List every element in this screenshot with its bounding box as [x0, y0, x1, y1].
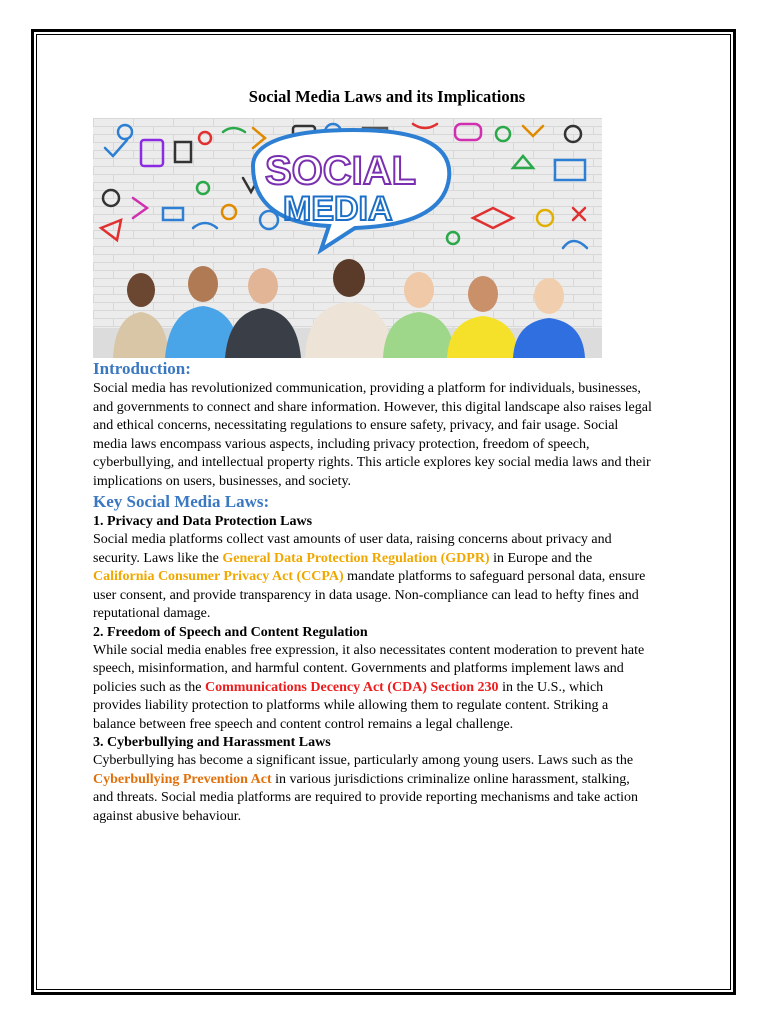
- ccpa-highlight: California Consumer Privacy Act (CCPA): [93, 569, 344, 584]
- section-3-text-1: Cyberbullying has become a significant issue, particularly among young users. Laws such as the: [93, 753, 634, 768]
- section-3-text-2: in various jurisdictions criminalize online harassment, stalking, and threats. Social media platforms are required to provide reporting mechanisms and take action against abusive behaviour.: [93, 771, 639, 824]
- logo-word-media: MEDIA: [283, 190, 393, 228]
- document-title: Social Media Laws and its Implications: [248, 87, 526, 106]
- section-1-text-1: Social media platforms collect vast amounts of user data, raising concerns about privacy and security. Laws like the: [93, 532, 612, 566]
- section-2-paragraph: [93, 642, 653, 735]
- logo-word-social: SOCIAL: [265, 149, 417, 193]
- cda-highlight: Communications Decency Act (CDA) Section 230: [204, 679, 499, 695]
- introduction-paragraph: Social media has revolutionized communication, providing a platform for individuals, businesses, and governments to connect and share information. However, this digital landscape also raises legal and ethical concerns, necessitating regulations to ensure safety, privacy, and fair usage. Social media laws encompass various aspects, including privacy protection, freedom of speech, cyberbullying, and intellectual property rights. This article explores key social media laws and their implications on users, businesses, and society.: [93, 381, 652, 489]
- key-laws-heading: Key Social Media Laws:: [93, 492, 270, 511]
- section-2-text-1: While social media enables free expression, it also necessitates content moderation to prevent hate speech, misinformation, and harmful content. Governments and platforms implement laws and policies such as the: [93, 642, 645, 695]
- introduction-heading: Introduction:: [93, 359, 191, 378]
- section-2-title: 2. Freedom of Speech and Content Regulation: [93, 624, 368, 640]
- section-1-text-2: in Europe and the: [489, 550, 593, 566]
- section-3-paragraph: [93, 752, 653, 826]
- document-body: [93, 86, 653, 826]
- cyberbullying-act-highlight: Cyberbullying Prevention Act: [93, 771, 272, 787]
- gdpr-highlight: General Data Protection Regulation (GDPR): [222, 550, 490, 566]
- section-3-title: 3. Cyberbullying and Harassment Laws: [93, 735, 331, 750]
- social-media-hero-image: [93, 118, 602, 358]
- section-2-text-2: in the U.S., which provides liability protection to platforms while allowing them to regulate content. Striking a balance between free speech and content control remains a legal challenge.: [93, 679, 609, 732]
- section-1-text-3: mandate platforms to safeguard personal data, ensure user consent, and provide transparency in data usage. Non-compliance can lead to hefty fines and reputational damage.: [93, 569, 646, 621]
- section-1-title: 1. Privacy and Data Protection Laws: [93, 514, 313, 529]
- section-1-paragraph: [93, 531, 653, 624]
